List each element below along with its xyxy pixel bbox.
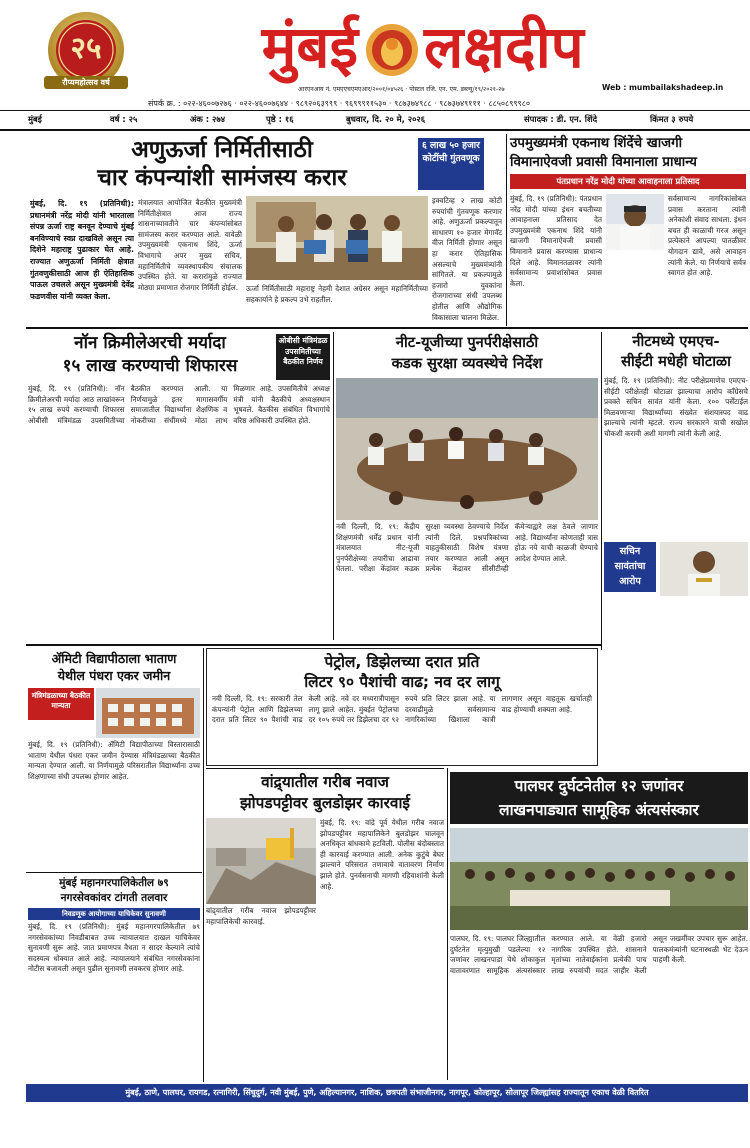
dateline-year: वर्ष : २५	[110, 114, 138, 124]
masthead-title-left: मुंबई	[261, 13, 358, 81]
story1-lead: मुंबई, दि. १९ (प्रतिनिधी): प्रधानमंत्री नरेंद्र मोदी यांनी भारताला संपन्न ऊर्जा राष्ट्र बनवून देण्याचे मुंबई बनविण्याचे स्वप्न दाखविले असून त्या दिशेने महाराष्ट्र पुढाकार घेत आहे. राज्यात अणुऊर्जा निर्मिती क्षेत्रात गुंतवणुकीसाठी आज ही ऐतिहासिक पाऊल उचलले असून मुख्यमंत्री देवेंद्र फडणवीस यांनी व्यक्त केला.	[30, 199, 134, 301]
divider	[0, 129, 750, 131]
website-link[interactable]: Web : mumbailakshadeep.in	[602, 83, 724, 92]
demolition-photo-icon	[206, 818, 316, 904]
story5-headline-line1: नीटमध्ये एमएच-	[632, 333, 720, 350]
story1-badge	[418, 138, 484, 190]
ganesha-emblem-icon	[362, 22, 422, 78]
story3-headline-line2: १५ लाख करण्याची शिफारस	[62, 356, 238, 376]
story8-body: मुंबई, दि. १९ (प्रतिनिधी): मुंबई महानगरपालिकेतील ७९ नगरसेवकांच्या निवडीबाबत उच्च न्यायालयात दाखल याचिकेवर सुनावणी सुरू आहे. जात प्रमाणपत्र वैधता न सादर केल्याने त्यांचे सदस्यत्व धोक्यात आले आहे. न्यायालयाने संबंधित नगरसेवकांना नोटीस बजावली असून पुढील सुनावणी लवकरच होणार आहे.	[28, 922, 200, 974]
story8-headline	[28, 876, 200, 906]
anniversary-seal	[26, 10, 146, 94]
story4-headline-line1: नीट-यूजीच्या पुनर्परीक्षेसाठी	[395, 334, 539, 351]
funeral-crowd-photo-icon	[450, 828, 748, 930]
story4-headline	[336, 332, 598, 374]
story1-col2: मंत्रालयात आयोजित बैठकीत मुख्यमंत्री निर्मितीक्षेत्रात आज राज्य शासनाच्यावतीने चार कंपन्यांसोबत सामंजस्य करार करण्यात आले. यावेळी उपमुख्यमंत्री एकनाथ शिंदे, ऊर्जा विभागाचे अपर मुख्य सचिव, महानिर्मितीचे व्यवस्थापकीय संचालक उपस्थित होते. या करारांमुळे राज्यात मोठ्या प्रमाणात रोजगार निर्मिती होईल.	[138, 198, 242, 292]
footer-distribution-line: मुंबई, ठाणे, पालघर, रायगड, रत्नागिरी, सिंधुदुर्ग, नवी मुंबई, पुणे, अहिल्यानगर, नाशिक, छत्रपती संभाजीनगर, नागपूर, कोल्हापूर, सोलापूर जिल्ह्यांसह राज्यातून एकाच वेळी वितरित	[125, 1088, 649, 1097]
story2-strap-text: पंतप्रधान नरेंद्र मोदी यांच्या आवाहनाला प्रतिसाद	[556, 176, 700, 186]
story3-body: मुंबई, दि. १९ (प्रतिनिधी): नॉन क्रिमीलेअरची मर्यादा आठ लाखांवरून १५ लाख रुपये करण्याची शिफारस ओबीसी मंत्रिमंडळ उपसमितीच्या बैठकीत करण्यात आली. या निर्णयामुळे इतर मागासवर्गीय समाजातील विद्यार्थ्यांना शैक्षणिक व नोकरीच्या संधींमध्ये मोठा लाभ मिळणार आहे. उपसमितीचे अध्यक्ष मंत्री यांनी बैठकीचे अध्यक्षस्थान भूषवले. बैठकीस संबंधित विभागांचे वरिष्ठ अधिकारी उपस्थित होते.	[28, 384, 330, 425]
story1-caption: ऊर्जा निर्मितीसाठी महाराष्ट्र नेहमी देशात अग्रेसर असून महानिर्मितीच्या सहकार्याने हे प्रकल्प उभे राहतील.	[246, 284, 428, 304]
story5-box-line1: सचिन	[619, 546, 641, 557]
story2-headline	[510, 134, 746, 172]
masthead-emblem	[362, 22, 422, 78]
divider	[26, 644, 602, 646]
story5-body: मुंबई, दि. १९ (प्रतिनिधी): नीट परीक्षेप्रमाणेच एमएच-सीईटी परीक्षेतही घोटाळा झाल्याचा आरोप काँग्रेसचे प्रवक्ते सचिन सावंत यांनी केला. १०० पर्सेंटाईल मिळवणाऱ्या विद्यार्थ्यांच्या संख्येत संशयास्पद वाढ झाल्याचे त्यांनी म्हटले. राज्य सरकारने याची सखोल चौकशी करावी अशी मागणी त्यांनी केली आहे.	[604, 376, 748, 438]
dateline-date: बुधवार, दि. २० मे, २०२६	[346, 114, 426, 124]
story5-box-line2: सावंतांचा	[614, 561, 646, 572]
story5-box-line3: आरोप	[619, 576, 641, 587]
masthead	[0, 0, 750, 98]
dateline-price: किंमत ३ रुपये	[650, 114, 694, 124]
story7-headline-line1: पेट्रोल, डिझेलच्या दरात प्रति	[324, 653, 480, 671]
story6-body: मुंबई, दि. १९ (प्रतिनिधी): ॲमिटी विद्यापीठाच्या विस्तारासाठी भाताण येथील पंधरा एकर जमीन देण्यास मंत्रिमंडळाच्या बैठकीत मान्यता देण्यात आली. या निर्णयामुळे परिसरातील विद्यार्थ्यांना उच्च शिक्षणाच्या संधी उपलब्ध होणार आहेत.	[28, 740, 200, 781]
dateline-editor: संपादक : डी. एन. शिंदे	[524, 114, 598, 124]
story8-strap-text: निवडणूक आयोगाच्या याचिकेवर सुनावणी	[62, 910, 166, 918]
dateline	[0, 111, 750, 129]
amity-campus-photo-icon	[96, 688, 200, 738]
story2-body-right: सर्वसामान्य नागरिकांसोबत प्रवास करताना त्यांनी अनेकांशी संवाद साधला. इंधन बचत ही काळाची गरज असून प्रत्येकाने आपल्या पातळीवर योगदान द्यावे, असे आवाहन त्यांनी केले. या निर्णयाचे सर्वत्र स्वागत होत आहे.	[668, 194, 746, 278]
dateline-city: मुंबई	[28, 114, 42, 124]
divider	[26, 327, 748, 329]
story1-headline	[30, 136, 414, 192]
divider	[601, 332, 602, 650]
story4-photo	[336, 378, 598, 520]
story7-body: नवी दिल्ली, दि. १९: सरकारी तेल कंपन्यांनी पेट्रोल आणि डिझेलच्या दरात प्रति लिटर ९० पैशांची वाढ केली आहे. नवे दर मध्यरात्रीपासून लागू झाले आहेत. मुंबईत पेट्रोलचा दर १०५ रुपये तर डिझेलचा दर ९२ रुपये प्रति लिटर झाला आहे. या दरवाढीमुळे सर्वसामान्य नागरिकांच्या खिशाला कात्री लागणार असून वाहतूक खर्चातही वाढ होण्याची शक्यता आहे.	[212, 694, 592, 725]
story9-headline	[206, 772, 444, 814]
story2-headline-line1: उपमुख्यमंत्री एकनाथ शिंदेंचे खाजगी	[510, 136, 683, 151]
story10-body: पालघर, दि. १९: पालघर जिल्ह्यातील दुर्घटनेत मृत्युमुखी पडलेल्या १२ जणांवर लाखनपाडा येथे शोकाकुल वातावरणात सामूहिक अंत्यसंस्कार करण्यात आले. या वेळी हजारो नागरिक उपस्थित होते. शासनाने मृतांच्या नातेवाईकांना प्रत्येकी पाच लाख रुपयांची मदत जाहीर केली असून जखमींवर उपचार सुरू आहेत. पालकमंत्र्यांनी घटनास्थळी भेट देऊन पाहणी केली.	[450, 934, 748, 975]
story6-headline-line1: ॲमिटी विद्यापीठाला भाताण	[51, 651, 177, 666]
story3-headline	[28, 332, 272, 378]
meeting-photo-icon	[336, 378, 598, 520]
divider	[26, 872, 202, 873]
story6-box	[28, 688, 94, 720]
story1-col3: इक्वटिव्ह २ लाख कोटी रुपयांची गुंतवणूक करणार आहे. अणुऊर्जा प्रकल्पातून साधारण १० हजार मेगावॅट वीज निर्मिती होणार असून हा करार ऐतिहासिक असल्याचे मुख्यमंत्र्यांनी सांगितले. या प्रकल्पामुळे हजारो युवकांना रोजगाराच्या संधी उपलब्ध होतील आणि औद्योगिक विकासाला चालना मिळेल.	[432, 196, 502, 322]
story9-body: मुंबई, दि. १९: वांद्रे पूर्व येथील गरीब नवाज झोपडपट्टीवर महापालिकेने बुलडोझर चालवून अनधिकृत बांधकामे हटविली. पोलीस बंदोबस्तात ही कारवाई करण्यात आली. अनेक कुटुंबे बेघर झाल्याने परिसरात तणावाचे वातावरण निर्माण झाले होते. पुनर्वसनाची मागणी रहिवाशांनी केली आहे.	[320, 818, 444, 891]
shinde-portrait-icon	[606, 194, 664, 250]
story1-photo	[246, 196, 428, 280]
story3-box	[276, 334, 330, 380]
story6-photo	[96, 688, 200, 738]
story6-headline	[28, 650, 200, 684]
story4-body: नवी दिल्ली, दि. १९: केंद्रीय शिक्षणमंत्री धर्मेंद्र प्रधान यांनी मंत्रालयात नीट-यूजी पुनर्परीक्षेच्या तयारीचा आढावा घेतला. परीक्षा केंद्रांवर कडक सुरक्षा व्यवस्था ठेवण्याचे निर्देश त्यांनी दिले. प्रश्नपत्रिकांच्या वाहतुकीसाठी विशेष यंत्रणा तयार करण्यात आली असून प्रत्येक केंद्रावर सीसीटीव्ही कॅमेऱ्याद्वारे लक्ष ठेवले जाणार आहे. विद्यार्थ्यांना कोणताही त्रास होऊ नये याची काळजी घेण्याचे आदेश देण्यात आले.	[336, 522, 598, 574]
divider	[506, 134, 507, 326]
story9-headline-line1: वांद्र्यातील गरीब नवाज	[261, 773, 389, 791]
story9-photo	[206, 818, 316, 904]
contact-line: संपर्क क्र. : ०२२-४६००७२७६ · ०२२-४६००७६४४ · ९८९२०६३९९९ · ९६९९९११५३० · ९८७३७४९८८ · ९८७३७४९१११ · ८८५०८९९९८०	[148, 99, 531, 108]
story10-headline	[450, 774, 748, 822]
story7-headline-line2: लिटर ९० पैशांची वाढ; नव दर लागू	[304, 673, 500, 691]
story10-photo	[450, 828, 748, 930]
sachin-sawant-portrait-icon	[660, 542, 748, 596]
story1-headline-line2: चार कंपन्यांशी सामंजस्य करार	[97, 165, 347, 191]
story10-headline-line1: पालघर दुर्घटनेतील १२ जणांवर	[514, 777, 684, 795]
story2-strap	[510, 174, 746, 189]
story5-headline-line2: सीईटी मधेही घोटाळा	[621, 353, 731, 370]
dateline-pages: पृष्ठे : १६	[266, 114, 294, 124]
story2-body-left: मुंबई, दि. १९ (प्रतिनिधी): पंतप्रधान नरेंद्र मोदी यांच्या इंधन बचतीच्या आवाहनाला प्रतिसाद देत उपमुख्यमंत्री एकनाथ शिंदे यांनी खाजगी विमानाऐवजी प्रवासी विमानाने प्रवास करण्यास प्राधान्य दिले आहे. विमानतळावर त्यांनी सर्वसामान्य प्रवाशांसोबत प्रवास केला.	[510, 194, 602, 288]
story9-headline-line2: झोपडपट्टीवर बुलडोझर कारवाई	[240, 794, 410, 812]
story8-headline-line2: नगरसेवकांवर टांगती तलवार	[60, 892, 168, 904]
anniversary-number: २५	[70, 31, 102, 66]
registration-line: आरएनआय नं. एमएएचएमएआर/२००१/०४५२६ · पोस्टल रजि. एन. एम. डब्ल्यू/१९/२०२१-२७	[298, 86, 505, 93]
story5-headline	[604, 332, 748, 372]
story8-strap	[28, 908, 200, 920]
dateline-issue: अंक : २७४	[190, 114, 226, 124]
story1-badge-text: ६ लाख ५० हजार कोटींची गुंतवणूक	[422, 140, 480, 164]
story10-headline-line2: लाखनपाड्यात सामूहिक अंत्यसंस्कार	[499, 801, 699, 819]
story5-box	[604, 542, 656, 592]
divider	[333, 332, 334, 640]
story6-box-text: मंत्रिमंडळाच्या बैठकीत मान्यता	[31, 691, 91, 710]
story4-headline-line2: कडक सुरक्षा व्यवस्थेचे निर्देश	[391, 355, 543, 372]
story1-headline-line1: अणुऊर्जा निर्मितीसाठी	[131, 137, 313, 163]
story7-headline	[210, 652, 594, 692]
story9-caption: बांद्र्यातील गरीब नवाज झोपडपट्टीवर महापालिकेची कारवाई.	[206, 906, 316, 926]
divider	[203, 770, 204, 1082]
divider	[447, 768, 448, 1080]
anniversary-caption: रौप्यमहोत्सव वर्ष	[44, 76, 128, 89]
divider	[206, 768, 444, 769]
story3-headline-line1: नॉन क्रिमीलेअरची मर्यादा	[74, 333, 226, 353]
story3-box-text: ओबीसी मंत्रिमंडळ उपसमितीच्या बैठकीत निर्णय	[278, 336, 328, 366]
story8-headline-line1: मुंबई महानगरपालिकेतील ७९	[59, 877, 169, 889]
story5-photo	[660, 542, 748, 596]
masthead-title-right: लक्षदीप	[424, 13, 584, 81]
signing-ceremony-photo-icon	[246, 196, 428, 280]
story2-photo	[606, 194, 664, 250]
story2-headline-line2: विमानाऐवजी प्रवासी विमानाला प्राधान्य	[510, 155, 697, 170]
story6-headline-line2: येथील पंधरा एकर जमीन	[57, 668, 171, 683]
